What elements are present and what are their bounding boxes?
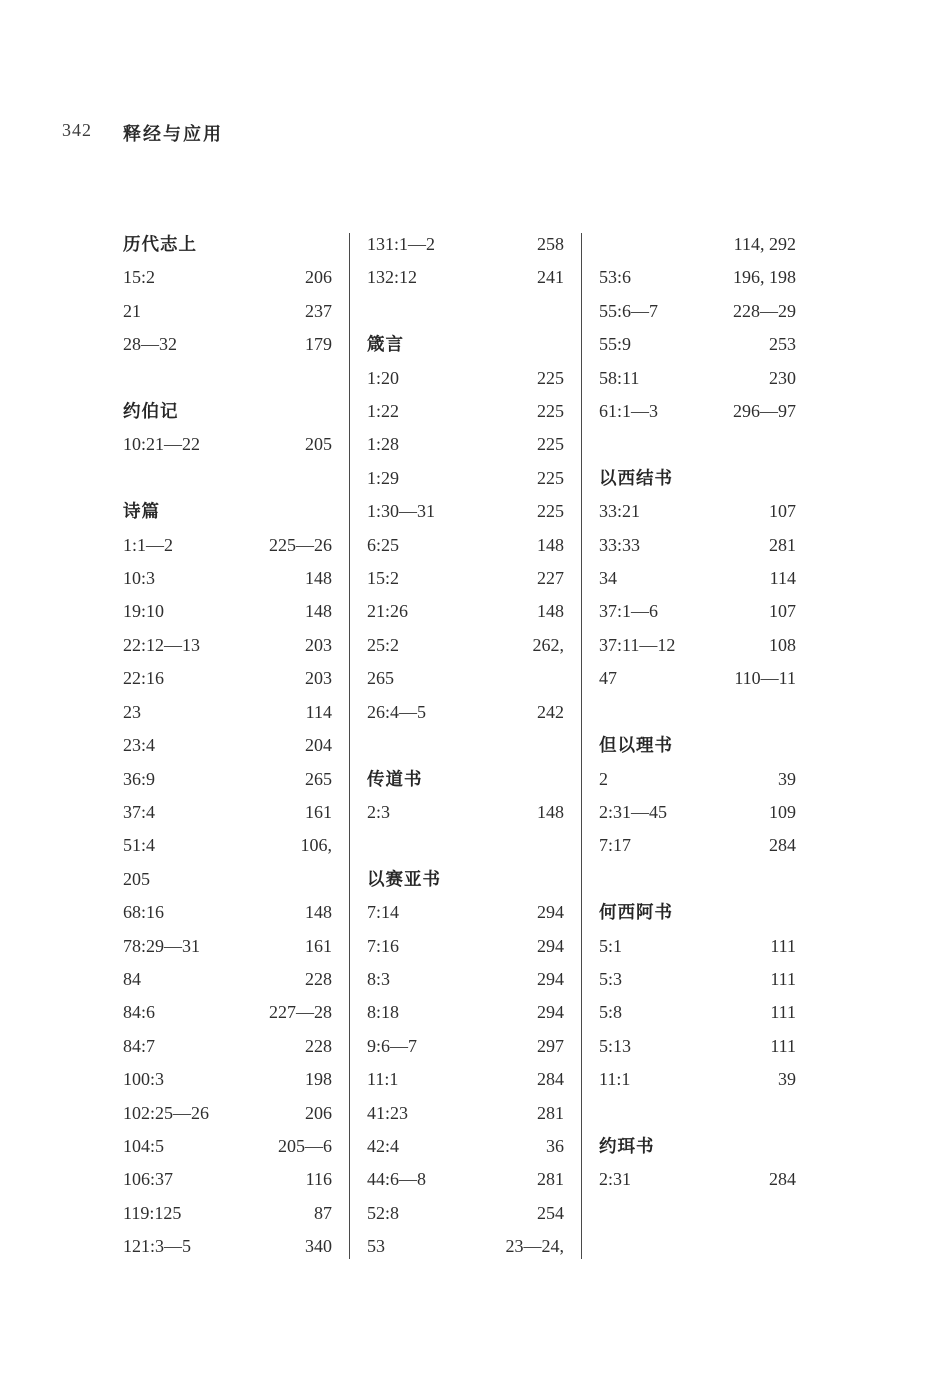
verse-ref: 53:6 — [599, 267, 632, 288]
verse-ref: 7:17 — [599, 835, 632, 856]
index-entry — [599, 834, 796, 867]
index-entry — [123, 901, 332, 934]
page-ref: 39 — [778, 768, 796, 789]
verse-ref: 84:6 — [123, 1002, 156, 1023]
page-ref-continuation: 114, 292 — [733, 234, 796, 254]
verse-ref: 1:22 — [367, 401, 400, 422]
page-ref: 225 — [537, 367, 564, 388]
index-entry — [123, 1135, 332, 1168]
blank-row — [123, 467, 332, 500]
page-ref: 294 — [537, 968, 564, 989]
verse-ref: 33:33 — [599, 534, 641, 555]
index-entry — [367, 467, 564, 500]
index-entry — [599, 667, 796, 700]
page-ref: 107 — [769, 601, 796, 622]
page-ref: 281 — [537, 1102, 564, 1123]
index-entry — [599, 500, 796, 533]
index-entry — [599, 266, 796, 299]
index-entry — [123, 1102, 332, 1135]
verse-ref: 84:7 — [123, 1035, 156, 1056]
index-entry — [599, 968, 796, 1001]
index-entry — [599, 333, 796, 366]
verse-ref: 104:5 — [123, 1135, 165, 1156]
page-ref: 148 — [305, 601, 332, 622]
index-entry — [367, 534, 564, 567]
verse-ref: 37:11—12 — [599, 634, 676, 655]
page-ref: 225 — [537, 501, 564, 522]
index-entry — [367, 1035, 564, 1068]
index-entry — [599, 367, 796, 400]
page-ref: 148 — [305, 902, 332, 923]
index-entry — [367, 600, 564, 633]
verse-ref: 26:4—5 — [367, 701, 427, 722]
page-ref: 225—26 — [269, 534, 332, 555]
verse-ref: 119:125 — [123, 1202, 182, 1223]
page-ref: 203 — [305, 634, 332, 655]
index-entry — [367, 1235, 564, 1268]
verse-ref: 15:2 — [123, 267, 156, 288]
verse-ref: 9:6—7 — [367, 1035, 418, 1056]
page-number: 342 — [62, 120, 92, 140]
verse-ref: 42:4 — [367, 1135, 400, 1156]
page-ref: 110—11 — [734, 668, 796, 689]
index-entry — [367, 433, 564, 466]
page-ref: 109 — [769, 801, 796, 822]
page-ref: 204 — [305, 735, 332, 756]
page-ref: 281 — [769, 534, 796, 555]
blank-row — [367, 734, 564, 767]
index-entry — [599, 935, 796, 968]
blank-row — [599, 433, 796, 466]
verse-ref: 53 — [367, 1236, 385, 1257]
verse-ref: 68:16 — [123, 902, 165, 923]
verse-ref: 1:29 — [367, 467, 400, 488]
verse-ref: 78:29—31 — [123, 935, 201, 956]
index-entry — [599, 768, 796, 801]
page-ref: 39 — [778, 1069, 796, 1090]
page-ref: 161 — [305, 935, 332, 956]
index-column-3 — [599, 233, 796, 1269]
blank-row — [367, 834, 564, 867]
page-ref: 36 — [546, 1135, 564, 1156]
verse-ref: 23:4 — [123, 735, 156, 756]
index-entry — [367, 634, 564, 667]
page-ref: 227 — [537, 568, 564, 589]
verse-ref: 44:6—8 — [367, 1169, 427, 1190]
verse-ref: 8:18 — [367, 1002, 400, 1023]
index-entry — [123, 333, 332, 366]
index-entry — [367, 367, 564, 400]
index-entry — [123, 968, 332, 1001]
verse-ref: 121:3—5 — [123, 1236, 192, 1257]
page-ref: 148 — [537, 534, 564, 555]
index-entry — [123, 1235, 332, 1268]
book-heading: 诗篇 — [123, 501, 160, 522]
page-ref: 203 — [305, 668, 332, 689]
blank-row — [599, 1235, 796, 1268]
page-ref: 114 — [305, 701, 332, 722]
verse-ref: 2 — [599, 768, 608, 789]
verse-ref: 23 — [123, 701, 141, 722]
index-entry — [123, 600, 332, 633]
verse-ref: 131:1—2 — [367, 234, 436, 254]
book-heading: 何西阿书 — [599, 902, 673, 923]
page-header — [0, 120, 951, 146]
verse-ref: 1:30—31 — [367, 501, 436, 522]
index-entry — [367, 266, 564, 299]
blank-row — [123, 367, 332, 400]
page-ref: 23—24, — [505, 1236, 564, 1257]
verse-ref: 51:4 — [123, 835, 156, 856]
page-ref: 161 — [305, 801, 332, 822]
verse-ref: 15:2 — [367, 568, 400, 589]
verse-ref: 5:3 — [599, 968, 623, 989]
page-ref: 111 — [770, 968, 796, 989]
verse-ref: 7:16 — [367, 935, 400, 956]
index-entry — [123, 1001, 332, 1034]
index-entry — [367, 400, 564, 433]
verse-ref: 1:28 — [367, 434, 400, 455]
verse-ref: 11:1 — [599, 1069, 631, 1090]
index-column-1 — [123, 233, 332, 1269]
page-ref: 108 — [769, 634, 796, 655]
column-divider-1 — [349, 233, 350, 1259]
verse-ref: 19:10 — [123, 601, 165, 622]
index-entry — [123, 1168, 332, 1201]
page-ref: 225 — [537, 401, 564, 422]
page-ref: 228 — [305, 968, 332, 989]
book-heading: 传道书 — [367, 768, 423, 789]
page-ref: 198 — [305, 1069, 332, 1090]
blank-row — [599, 1202, 796, 1235]
page-ref: 265 — [305, 768, 332, 789]
page-ref: 116 — [305, 1169, 332, 1190]
book-heading: 箴言 — [367, 334, 404, 355]
page-ref: 242 — [537, 701, 564, 722]
page-ref: 284 — [769, 1169, 796, 1190]
index-entry — [367, 233, 564, 266]
verse-ref: 2:31—45 — [599, 801, 668, 822]
index-entry — [123, 266, 332, 299]
verse-ref: 21:26 — [367, 601, 409, 622]
index-entry — [367, 1202, 564, 1235]
blank-row — [599, 701, 796, 734]
verse-ref: 28—32 — [123, 334, 177, 355]
index-entry — [123, 667, 332, 700]
verse-ref: 34 — [599, 568, 617, 589]
page-ref: 281 — [537, 1169, 564, 1190]
column-divider-2 — [581, 233, 582, 1259]
index-entry — [123, 1035, 332, 1068]
page-ref: 106, — [300, 835, 332, 856]
index-entry — [123, 834, 332, 867]
page-ref: 253 — [769, 334, 796, 355]
verse-ref: 47 — [599, 668, 617, 689]
page-ref: 297 — [537, 1035, 564, 1056]
page-ref: 237 — [305, 300, 332, 321]
page-ref: 294 — [537, 902, 564, 923]
index-entry — [367, 1102, 564, 1135]
verse-ref: 10:3 — [123, 568, 156, 589]
page-ref: 111 — [770, 1002, 796, 1023]
index-entry — [367, 1068, 564, 1101]
page-ref: 294 — [537, 1002, 564, 1023]
page-ref: 107 — [769, 501, 796, 522]
index-entry — [123, 534, 332, 567]
page-ref: 114 — [769, 568, 796, 589]
index-entry — [599, 300, 796, 333]
verse-ref: 132:12 — [367, 267, 418, 288]
index-entry — [123, 768, 332, 801]
page-ref: 206 — [305, 1102, 332, 1123]
page-ref: 227—28 — [269, 1002, 332, 1023]
book-heading: 约伯记 — [123, 401, 179, 422]
index-entry — [367, 1001, 564, 1034]
index-entry — [123, 734, 332, 767]
page-ref: 254 — [537, 1202, 564, 1223]
page-ref: 205—6 — [278, 1135, 332, 1156]
verse-ref: 52:8 — [367, 1202, 400, 1223]
verse-ref: 5:13 — [599, 1035, 632, 1056]
page-ref: 284 — [537, 1069, 564, 1090]
page-ref-continuation: 205 — [123, 868, 150, 889]
verse-ref: 10:21—22 — [123, 434, 201, 455]
verse-ref: 84 — [123, 968, 141, 989]
verse-ref: 5:1 — [599, 935, 623, 956]
blank-row — [599, 868, 796, 901]
index-entry — [367, 1168, 564, 1201]
verse-ref: 36:9 — [123, 768, 156, 789]
page-ref: 228 — [305, 1035, 332, 1056]
verse-ref: 22:16 — [123, 668, 165, 689]
page-ref-continuation: 265 — [367, 668, 394, 689]
verse-ref: 1:20 — [367, 367, 400, 388]
index-entry — [599, 1035, 796, 1068]
verse-ref: 22:12—13 — [123, 634, 201, 655]
verse-ref: 100:3 — [123, 1069, 165, 1090]
page-ref: 179 — [305, 334, 332, 355]
page-ref: 111 — [770, 935, 796, 956]
index-entry — [123, 300, 332, 333]
index-entry — [599, 1068, 796, 1101]
index-entry — [599, 400, 796, 433]
verse-ref: 11:1 — [367, 1069, 399, 1090]
verse-ref: 6:25 — [367, 534, 400, 555]
page-ref: 228—29 — [733, 300, 796, 321]
index-column-2 — [367, 233, 564, 1269]
index-entry — [123, 935, 332, 968]
book-heading: 以赛亚书 — [367, 868, 441, 889]
verse-ref: 55:6—7 — [599, 300, 659, 321]
index-entry — [599, 1168, 796, 1201]
page-ref: 230 — [769, 367, 796, 388]
running-head-title: 释经与应用 — [123, 124, 223, 144]
page-ref: 225 — [537, 434, 564, 455]
page-ref: 284 — [769, 835, 796, 856]
index-entry — [599, 1001, 796, 1034]
index-entry — [367, 567, 564, 600]
index-entry — [123, 1068, 332, 1101]
page-ref: 148 — [537, 801, 564, 822]
page-ref: 205 — [305, 434, 332, 455]
verse-ref: 58:11 — [599, 367, 640, 388]
verse-ref: 2:31 — [599, 1169, 632, 1190]
verse-ref: 102:25—26 — [123, 1102, 210, 1123]
index-entry — [123, 801, 332, 834]
verse-ref: 1:1—2 — [123, 534, 174, 555]
page-ref: 241 — [537, 267, 564, 288]
page-ref: 87 — [314, 1202, 332, 1223]
verse-ref: 25:2 — [367, 634, 400, 655]
index-entry — [599, 600, 796, 633]
page-ref: 196, 198 — [733, 267, 796, 288]
index-entry — [367, 901, 564, 934]
verse-ref: 37:4 — [123, 801, 156, 822]
page-ref: 206 — [305, 267, 332, 288]
index-entry — [123, 1202, 332, 1235]
book-heading: 约珥书 — [599, 1135, 655, 1156]
page-ref: 296—97 — [733, 401, 796, 422]
index-entry — [367, 500, 564, 533]
verse-ref: 55:9 — [599, 334, 632, 355]
index-entry — [123, 567, 332, 600]
index-entry — [599, 634, 796, 667]
verse-ref: 5:8 — [599, 1002, 623, 1023]
index-entry — [367, 968, 564, 1001]
verse-ref: 61:1—3 — [599, 401, 659, 422]
index-entry — [367, 701, 564, 734]
blank-row — [367, 300, 564, 333]
page-ref: 111 — [770, 1035, 796, 1056]
verse-ref: 2:3 — [367, 801, 391, 822]
page-ref: 225 — [537, 467, 564, 488]
index-entry — [123, 701, 332, 734]
scripture-index — [123, 233, 796, 1269]
index-entry — [599, 801, 796, 834]
page-ref: 294 — [537, 935, 564, 956]
index-entry — [367, 1135, 564, 1168]
index-entry — [599, 567, 796, 600]
index-entry — [123, 634, 332, 667]
book-heading: 但以理书 — [599, 735, 673, 756]
book-heading: 历代志上 — [123, 234, 197, 254]
verse-ref: 8:3 — [367, 968, 391, 989]
verse-ref: 41:23 — [367, 1102, 409, 1123]
index-entry — [123, 433, 332, 466]
verse-ref: 7:14 — [367, 902, 400, 923]
index-entry — [367, 935, 564, 968]
verse-ref: 21 — [123, 300, 141, 321]
verse-ref: 33:21 — [599, 501, 641, 522]
verse-ref: 106:37 — [123, 1169, 174, 1190]
index-entry — [599, 534, 796, 567]
blank-row — [599, 1102, 796, 1135]
page-ref: 340 — [305, 1236, 332, 1257]
page-ref: 148 — [537, 601, 564, 622]
page-ref: 148 — [305, 568, 332, 589]
page-ref: 258 — [537, 234, 564, 254]
index-entry — [367, 801, 564, 834]
book-heading: 以西结书 — [599, 467, 673, 488]
page-ref: 262, — [532, 634, 564, 655]
verse-ref: 37:1—6 — [599, 601, 659, 622]
